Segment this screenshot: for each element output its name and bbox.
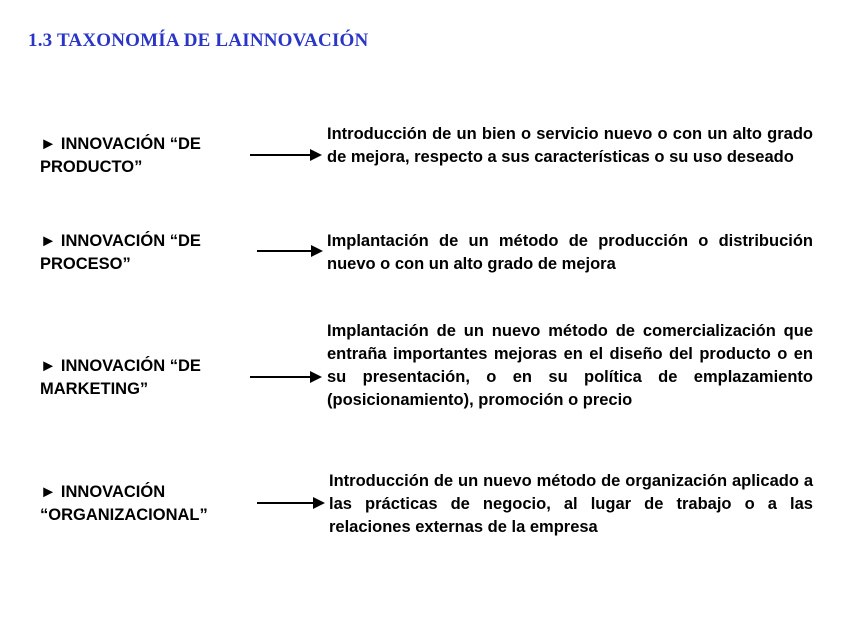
innovation-marketing-description: Implantación de un nuevo método de comercialización que entraña importantes mejoras en el diseño del producto o en su presentación, o en su política de emplazamiento (posicionamiento), promoción o precio <box>327 322 813 409</box>
arrow-right-icon <box>250 148 322 162</box>
innovation-organizational-label: ► INNOVACIÓN “ORGANIZACIONAL” <box>40 483 208 524</box>
innovation-marketing-label: ► INNOVACIÓN “DE MARKETING” <box>40 357 201 398</box>
innovation-product-description: Introducción de un bien o servicio nuevo o con un alto grado de mejora, respecto a sus características o su uso deseado <box>327 125 813 166</box>
arrow-right-icon <box>250 370 322 384</box>
innovation-product-label: ► INNOVACIÓN “DE PRODUCTO” <box>40 135 201 176</box>
arrow-right-icon <box>257 496 325 510</box>
page-title: 1.3 TAXONOMÍA DE LAINNOVACIÓN <box>28 30 369 51</box>
arrow-right-icon <box>257 244 323 258</box>
innovation-organizational-description: Introducción de un nuevo método de organización aplicado a las prácticas de negocio, al lugar de trabajo o a las relaciones externas de la empresa <box>329 472 813 536</box>
innovation-process-description: Implantación de un método de producción o distribución nuevo o con un alto grado de mejora <box>327 232 813 273</box>
innovation-process-label: ► INNOVACIÓN “DE PROCESO” <box>40 232 201 273</box>
